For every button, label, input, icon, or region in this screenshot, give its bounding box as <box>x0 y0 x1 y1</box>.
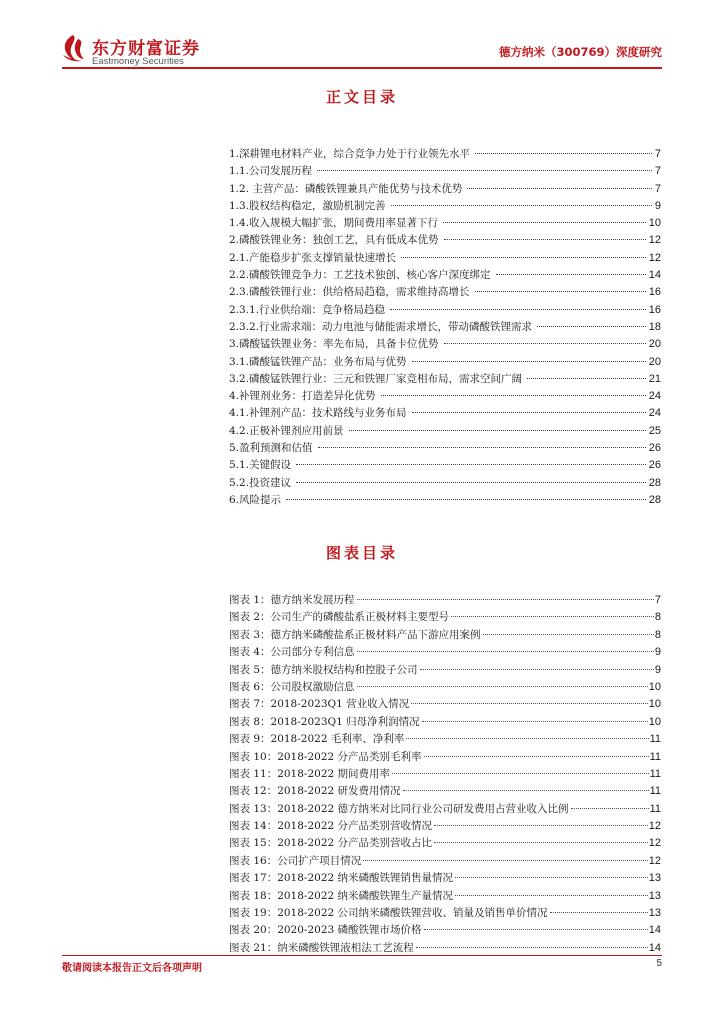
dot-leader <box>357 686 648 687</box>
figure-entry-page: 11 <box>649 750 661 763</box>
figure-entry-label: 图表 7：2018-2023Q1 营业收入情况 <box>229 698 410 711</box>
toc-entry-label: 6.风险提示 <box>229 493 282 506</box>
toc-entry-page: 28 <box>648 476 661 489</box>
toc-entry-page: 12 <box>648 251 661 264</box>
page-header <box>0 0 724 74</box>
figure-entry[interactable] <box>229 853 661 870</box>
toc-entry-page: 20 <box>648 338 661 351</box>
dot-leader <box>443 222 646 223</box>
figure-entry-page: 8 <box>654 611 661 624</box>
toc-entry[interactable] <box>229 405 661 422</box>
toc-entry-page: 14 <box>648 269 661 282</box>
figure-entry-page: 9 <box>654 663 661 676</box>
figure-entry-label: 图表 17：2018-2022 纳米磷酸铁锂销售量情况 <box>229 872 454 885</box>
figure-entry[interactable] <box>229 714 661 731</box>
figure-entry-label: 图表 2：公司生产的磷酸盐系正极材料主要型号 <box>229 611 450 624</box>
figure-entry-label: 图表 21：纳米磷酸铁锂液相法工艺流程 <box>229 941 414 954</box>
figure-entry[interactable] <box>229 627 661 644</box>
figure-entry-page: 12 <box>648 820 661 833</box>
figure-entry[interactable] <box>229 905 661 922</box>
toc-entry-label: 3.磷酸锰铁锂业务：率先布局，具备卡位优势 <box>229 338 439 351</box>
figure-entry-page: 8 <box>654 628 661 641</box>
figure-entry-page: 11 <box>649 802 661 815</box>
toc-entry[interactable] <box>229 388 661 405</box>
toc-entry[interactable] <box>229 319 661 336</box>
dot-leader <box>412 412 646 413</box>
footer-disclaimer: 敬请阅读本报告正文后各项声明 <box>62 963 202 974</box>
toc-entry-label: 4.补锂剂业务：打造差异化优势 <box>229 390 376 403</box>
header-divider <box>62 67 662 69</box>
dot-leader <box>434 842 648 843</box>
figure-entry[interactable] <box>229 679 661 696</box>
figure-entry-page: 13 <box>648 907 661 920</box>
figure-entry[interactable] <box>229 835 661 852</box>
dot-leader <box>483 634 654 635</box>
dot-leader <box>381 395 646 396</box>
toc-entry-page: 28 <box>648 493 661 506</box>
toc-entry[interactable] <box>229 302 661 319</box>
figure-entry[interactable] <box>229 731 661 748</box>
dot-leader <box>424 929 648 930</box>
dot-leader <box>475 291 646 292</box>
dot-leader <box>455 877 648 878</box>
toc-entry[interactable] <box>229 457 661 474</box>
toc-entry-label: 4.2.正极补锂剂应用前景 <box>229 424 344 437</box>
toc-entry[interactable] <box>229 492 661 509</box>
toc-entry[interactable] <box>229 232 661 249</box>
figure-entry-page: 11 <box>649 767 661 780</box>
toc-entry-label: 2.3.2.行业需求端：动力电池与储能需求增长，带动磷酸铁锂需求 <box>229 320 533 333</box>
figure-entry-page: 11 <box>649 785 661 798</box>
figure-entry-page: 10 <box>648 680 661 693</box>
figure-entry[interactable] <box>229 662 661 679</box>
figure-entry-label: 图表 4：公司部分专利信息 <box>229 646 355 659</box>
toc-entry[interactable] <box>229 250 661 267</box>
figure-entry-page: 14 <box>648 924 661 937</box>
dot-leader <box>411 703 648 704</box>
dot-leader <box>357 599 654 600</box>
figure-entry-page: 14 <box>648 941 661 954</box>
footer-divider <box>62 955 662 956</box>
dot-leader <box>424 756 649 757</box>
page-number: 5 <box>656 958 662 969</box>
dot-leader <box>420 669 654 670</box>
figure-entry-page: 12 <box>648 854 661 867</box>
toc-entry-label: 3.1.磷酸锰铁锂产品：业务布局与优势 <box>229 355 407 368</box>
dot-leader <box>286 499 646 500</box>
toc-entry-page: 25 <box>648 424 661 437</box>
brand-name-english: Eastmoney Securities <box>92 56 184 67</box>
toc-entry-page: 9 <box>654 199 661 212</box>
figure-entry-label: 图表 15：2018-2022 分产品类别营收占比 <box>229 837 433 850</box>
toc-entry[interactable] <box>229 354 661 371</box>
toc-entry-page: 21 <box>648 372 661 385</box>
figure-index <box>229 592 661 957</box>
figure-entry-label: 图表 11：2018-2022 期间费用率 <box>229 767 391 780</box>
figure-entry-page: 13 <box>648 889 661 902</box>
figure-entry[interactable] <box>229 888 661 905</box>
dot-leader <box>550 912 648 913</box>
toc-entry-page: 7 <box>654 165 661 178</box>
dot-leader <box>416 947 648 948</box>
toc-entry[interactable] <box>229 146 661 163</box>
toc-entry[interactable] <box>229 163 661 180</box>
toc-entry[interactable] <box>229 284 661 301</box>
toc-entry-label: 1.4.收入规模大幅扩张，期间费用率显著下行 <box>229 217 439 230</box>
toc-entry-page: 20 <box>648 355 661 368</box>
toc-entry-page: 16 <box>648 286 661 299</box>
dot-leader <box>527 378 646 379</box>
figure-entry-page: 13 <box>648 872 661 885</box>
figure-entry[interactable] <box>229 922 661 939</box>
dot-leader <box>390 309 646 310</box>
figure-entry-page: 12 <box>648 837 661 850</box>
eastmoney-logo-icon <box>60 33 86 63</box>
dot-leader <box>434 825 648 826</box>
dot-leader <box>444 239 646 240</box>
dot-leader <box>475 153 652 154</box>
toc-entry-page: 12 <box>648 234 661 247</box>
toc-entry-page: 26 <box>648 459 661 472</box>
dot-leader <box>444 343 646 344</box>
dot-leader <box>392 773 649 774</box>
figure-entry[interactable] <box>229 818 661 835</box>
toc-entry-page: 18 <box>648 320 661 333</box>
figure-entry-label: 图表 10：2018-2022 分产品类别毛利率 <box>229 750 422 763</box>
toc-entry-label: 5.1.关键假设 <box>229 459 292 472</box>
dot-leader <box>455 895 648 896</box>
figure-entry-label: 图表 6：公司股权激励信息 <box>229 680 355 693</box>
toc-entry[interactable] <box>229 440 661 457</box>
figure-entry-label: 图表 20：2020-2023 磷酸铁锂市场价格 <box>229 924 422 937</box>
dot-leader <box>391 205 652 206</box>
toc-entry-label: 1.3.股权结构稳定，激励机制完善 <box>229 199 386 212</box>
toc-entry-label: 1.深耕锂电材料产业，综合竞争力处于行业领先水平 <box>229 148 471 160</box>
toc-entry-label: 1.1.公司发展历程 <box>229 165 313 178</box>
figure-entry-label: 图表 13：2018-2022 德方纳米对比同行业公司研发费用占营业收入比例 <box>229 802 569 815</box>
dot-leader <box>451 616 654 617</box>
toc-title: 正文目录 <box>325 88 398 106</box>
toc-entry-label: 1.2. 主营产品：磷酸铁锂兼具产能优势与技术优势 <box>229 182 463 195</box>
figure-entry[interactable] <box>229 696 661 713</box>
toc-entry-page: 24 <box>648 407 661 420</box>
dot-leader <box>318 447 646 448</box>
dot-leader <box>412 361 646 362</box>
dot-leader <box>422 721 648 722</box>
toc-entry-label: 2.1.产能稳步扩张支撑销量快速增长 <box>229 251 397 264</box>
table-of-contents <box>229 146 661 509</box>
figure-entry-page: 9 <box>654 646 661 659</box>
toc-entry[interactable] <box>229 423 661 440</box>
toc-entry[interactable] <box>229 371 661 388</box>
brand-name-chinese: 东方财富证券 <box>92 39 200 59</box>
figure-entry[interactable] <box>229 801 661 818</box>
toc-entry[interactable] <box>229 198 661 215</box>
dot-leader <box>296 464 646 465</box>
toc-entry-page: 16 <box>648 303 661 316</box>
figure-entry-label: 图表 3：德方纳米磷酸盐系正极材料产品下游应用案例 <box>229 628 481 641</box>
figures-title: 图表目录 <box>325 544 398 562</box>
dot-leader <box>537 326 646 327</box>
dot-leader <box>571 808 649 809</box>
dot-leader <box>401 257 646 258</box>
figure-entry[interactable] <box>229 609 661 626</box>
dot-leader <box>317 170 652 171</box>
toc-entry-label: 5.2.投资建议 <box>229 476 292 489</box>
toc-entry-page: 7 <box>654 182 661 195</box>
figure-entry-label: 图表 18：2018-2022 纳米磷酸铁锂生产量情况 <box>229 889 454 902</box>
figure-entry-label: 图表 1：德方纳米发展历程 <box>229 594 355 606</box>
figure-entry-page: 10 <box>648 698 661 711</box>
dot-leader <box>496 274 646 275</box>
toc-entry-label: 2.3.1.行业供给端：竞争格局趋稳 <box>229 303 386 316</box>
toc-entry-label: 4.1.补锂剂产品：技术路线与业务布局 <box>229 407 407 420</box>
toc-entry[interactable] <box>229 215 661 232</box>
dot-leader <box>406 738 648 739</box>
figure-entry[interactable] <box>229 749 661 766</box>
toc-entry-page: 26 <box>648 442 661 455</box>
figure-entry-label: 图表 5：德方纳米股权结构和控股子公司 <box>229 663 418 676</box>
figure-entry-label: 图表 16：公司扩产项目情况 <box>229 854 362 867</box>
figure-entry-label: 图表 19：2018-2022 公司纳米磷酸铁锂营收、销量及销售单价情况 <box>229 907 548 920</box>
toc-entry[interactable] <box>229 336 661 353</box>
toc-entry-page: 7 <box>654 148 661 160</box>
toc-entry-label: 3.2.磷酸锰铁锂行业：三元和铁锂厂家竞相布局，需求空间广阔 <box>229 372 523 385</box>
figure-entry-label: 图表 14：2018-2022 分产品类别营收情况 <box>229 820 433 833</box>
toc-entry[interactable] <box>229 475 661 492</box>
toc-entry-label: 2.3.磷酸铁锂行业：供给格局趋稳，需求维持高增长 <box>229 286 470 299</box>
figure-entry[interactable] <box>229 870 661 887</box>
toc-entry-page: 24 <box>648 390 661 403</box>
dot-leader <box>357 651 654 652</box>
report-title: 德方纳米（300769）深度研究 <box>498 45 662 59</box>
dot-leader <box>349 430 646 431</box>
dot-leader <box>403 790 649 791</box>
figure-entry[interactable] <box>229 644 661 661</box>
toc-entry[interactable] <box>229 181 661 198</box>
dot-leader <box>296 482 646 483</box>
toc-entry-label: 2.磷酸铁锂业务：独创工艺，具有低成本优势 <box>229 234 439 247</box>
figure-entry[interactable] <box>229 766 661 783</box>
figure-entry-page: 10 <box>648 715 661 728</box>
toc-entry-page: 10 <box>648 217 661 230</box>
toc-entry-label: 5.盈利预测和估值 <box>229 442 313 455</box>
figure-entry[interactable] <box>229 592 661 609</box>
toc-entry[interactable] <box>229 267 661 284</box>
toc-entry-label: 2.2.磷酸铁锂竞争力：工艺技术独创、核心客户深度绑定 <box>229 269 491 282</box>
figure-entry-label: 图表 8：2018-2023Q1 归母净利润情况 <box>229 715 420 728</box>
dot-leader <box>363 860 648 861</box>
figure-entry-label: 图表 9：2018-2022 毛利率、净利率 <box>229 733 405 746</box>
figure-entry-page: 7 <box>654 594 661 606</box>
figure-entry-page: 11 <box>649 733 661 746</box>
dot-leader <box>467 188 652 189</box>
figure-entry-label: 图表 12：2018-2022 研发费用情况 <box>229 785 401 798</box>
figure-entry[interactable] <box>229 783 661 800</box>
